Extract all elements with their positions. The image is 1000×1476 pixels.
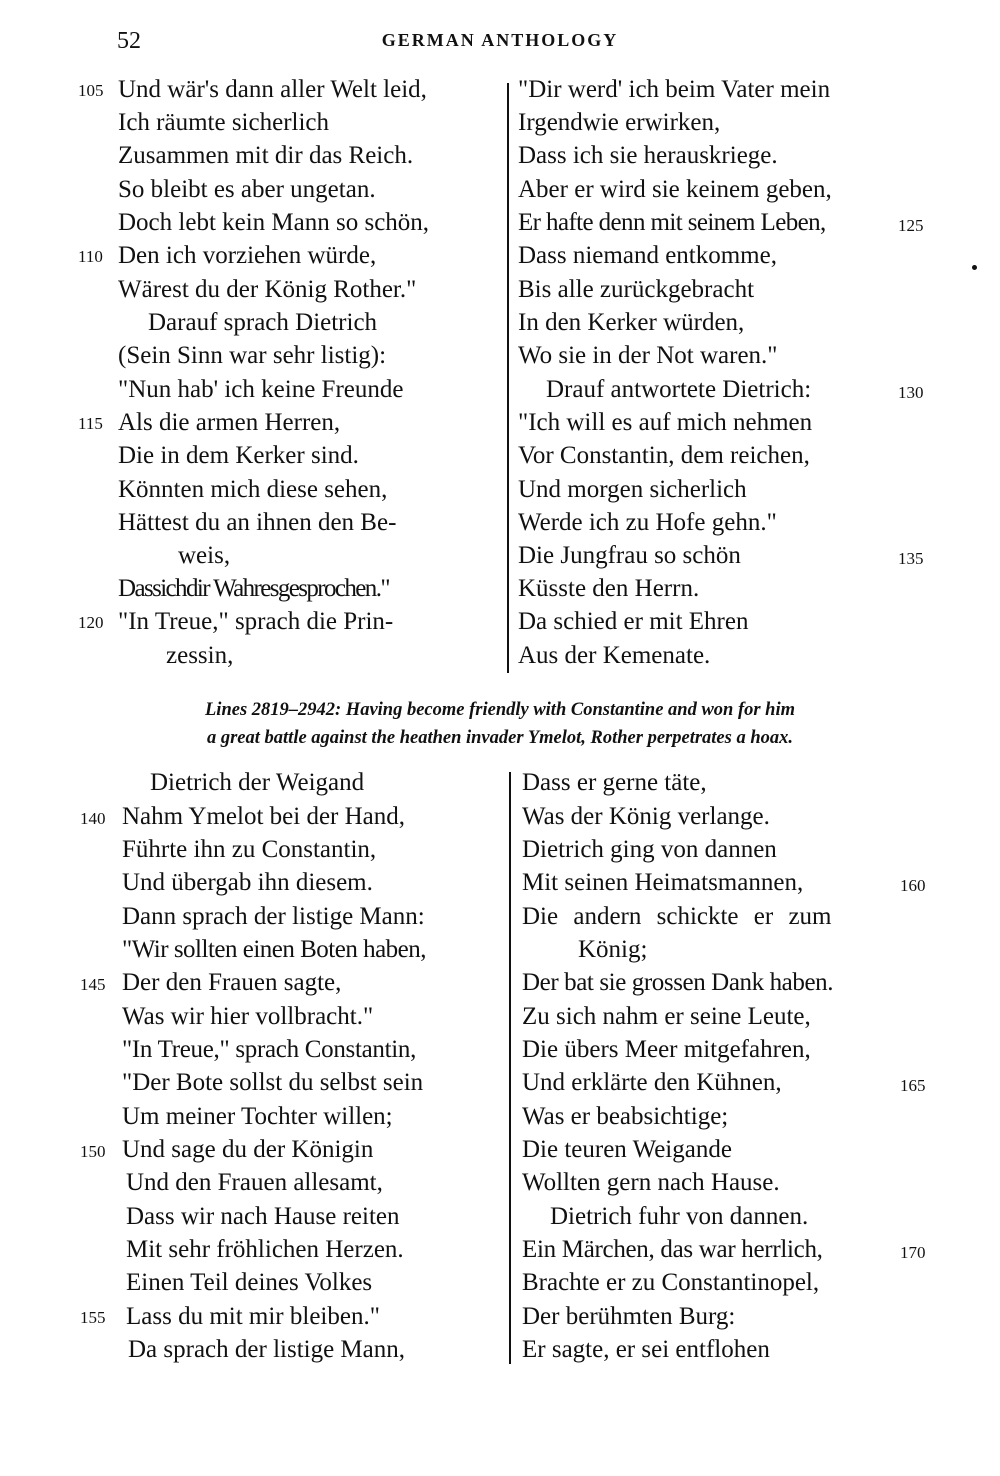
- verse-line: Der bat sie grossen Dank haben.: [522, 969, 834, 996]
- verse-line: Dass ich sie herauskriege.: [518, 142, 778, 169]
- verse-line: Nahm Ymelot bei der Hand,: [122, 803, 406, 830]
- verse-line: Bis alle zurückgebracht: [518, 276, 755, 303]
- verse-line: Die andern schickte er zum: [522, 903, 832, 930]
- verse-line: Die in dem Kerker sind.: [118, 442, 359, 469]
- verse-line: Hättest du an ihnen den Be-: [118, 509, 397, 536]
- caption-line: Lines 2819–2942: Having become friendly with Constantine and won for him: [205, 700, 795, 720]
- line-number: 110: [78, 247, 103, 266]
- section-caption: [80, 696, 920, 752]
- verse-line: Mit seinen Heimatsmannen,: [522, 869, 804, 896]
- verse-line: Wo sie in der Not waren.": [518, 342, 778, 369]
- verse-line: Aus der Kemenate.: [518, 642, 711, 669]
- line-number: 120: [78, 613, 104, 632]
- caption-line: a great battle against the heathen invader Ymelot, Rother perpetrates a hoax.: [206, 728, 794, 748]
- line-number: 135: [898, 549, 924, 568]
- verse-line: Und sage du der Königin: [122, 1136, 374, 1163]
- verse-line: Um meiner Tochter willen;: [122, 1103, 393, 1130]
- verse-line: Mit sehr fröhlichen Herzen.: [126, 1236, 404, 1263]
- verse-line: "Nun hab' ich keine Freunde: [118, 376, 404, 403]
- verse-line: Und morgen sicherlich: [518, 476, 747, 503]
- verse-line: Zusammen mit dir das Reich.: [118, 142, 414, 169]
- line-number: 150: [80, 1142, 106, 1161]
- line-number: 170: [900, 1243, 926, 1262]
- verse-line: Wollten gern nach Hause.: [522, 1169, 780, 1196]
- verse-line: Ein Märchen, das war herrlich,: [522, 1236, 823, 1263]
- verse-line: Dietrich ging von dannen: [522, 836, 777, 863]
- verse-line: König;: [578, 936, 648, 963]
- line-number: 115: [78, 414, 103, 433]
- line-number: 125: [898, 216, 924, 235]
- verse-line: Irgendwie erwirken,: [518, 109, 721, 136]
- verse-line: Dann sprach der listige Mann:: [122, 903, 425, 930]
- line-number: 140: [80, 809, 106, 828]
- verse-line: Und übergab ihn diesem.: [122, 869, 373, 896]
- verse-line: Was er beabsichtige;: [522, 1103, 729, 1130]
- verse-line: Die übers Meer mitgefahren,: [522, 1036, 811, 1063]
- verse-line: Einen Teil deines Volkes: [126, 1269, 373, 1296]
- verse-line: "In Treue," sprach Constantin,: [122, 1036, 417, 1063]
- verse-line: Könnten mich diese sehen,: [118, 476, 388, 503]
- verse-line: Dietrich fuhr von dannen.: [550, 1203, 809, 1230]
- verse-line: Werde ich zu Hofe gehn.": [518, 509, 777, 536]
- verse-line: zessin,: [166, 642, 234, 669]
- line-number: 165: [900, 1076, 926, 1095]
- verse-line: Der den Frauen sagte,: [122, 969, 342, 996]
- verse-line: Der berühmten Burg:: [522, 1303, 736, 1330]
- verse-line: So bleibt es aber ungetan.: [118, 176, 376, 203]
- verse-line: Lass du mit mir bleiben.": [126, 1303, 380, 1330]
- page-number: 52: [117, 28, 141, 54]
- verse-line: "Dir werd' ich beim Vater mein: [518, 76, 831, 103]
- verse-line: Vor Constantin, dem reichen,: [518, 442, 810, 469]
- verse-line: Dass er gerne täte,: [522, 769, 707, 796]
- verse-line: Zu sich nahm er seine Leute,: [522, 1003, 811, 1030]
- verse-line: Da schied er mit Ehren: [518, 608, 749, 635]
- verse-line: Da sprach der listige Mann,: [128, 1336, 406, 1363]
- verse-line: Wärest du der König Rother.": [118, 276, 417, 303]
- line-number: 105: [78, 81, 104, 100]
- running-head: GERMAN ANTHOLOGY: [381, 30, 619, 50]
- poem-section-1: [0, 75, 1000, 675]
- line-number: 145: [80, 975, 106, 994]
- column-divider: [509, 772, 511, 1364]
- verse-line: Und erklärte den Kühnen,: [522, 1069, 782, 1096]
- verse-line: Doch lebt kein Mann so schön,: [118, 209, 430, 236]
- column-divider: [507, 83, 509, 673]
- verse-line: Und wär's dann aller Welt leid,: [118, 76, 427, 103]
- verse-line: In den Kerker würden,: [518, 309, 745, 336]
- verse-line: Darauf sprach Dietrich: [148, 309, 378, 336]
- verse-line: Drauf antwortete Dietrich:: [546, 376, 812, 403]
- verse-line: Brachte er zu Constantinopel,: [522, 1269, 820, 1296]
- verse-line: Als die armen Herren,: [118, 409, 341, 436]
- verse-line: Dass niemand entkomme,: [518, 242, 777, 269]
- verse-line: Führte ihn zu Constantin,: [122, 836, 377, 863]
- verse-line: Er hafte denn mit seinem Leben,: [518, 209, 826, 236]
- verse-line: Dass wir nach Hause reiten: [126, 1203, 400, 1230]
- verse-line: Die teuren Weigande: [522, 1136, 732, 1163]
- verse-line: "Wir sollten einen Boten haben,: [122, 936, 427, 963]
- verse-line: Die Jungfrau so schön: [518, 542, 741, 569]
- line-number: 130: [898, 383, 924, 402]
- verse-line: Er sagte, er sei entflohen: [522, 1336, 770, 1363]
- verse-line: "Der Bote sollst du selbst sein: [122, 1069, 424, 1096]
- verse-line: Aber er wird sie keinem geben,: [518, 176, 832, 203]
- verse-line: "In Treue," sprach die Prin-: [118, 608, 394, 635]
- verse-line: "Ich will es auf mich nehmen: [518, 409, 813, 436]
- verse-line: Küsste den Herrn.: [518, 575, 700, 602]
- line-number: 160: [900, 876, 926, 895]
- verse-line: weis,: [178, 542, 231, 569]
- verse-line: Was wir hier vollbracht.": [122, 1003, 374, 1030]
- verse-line: Und den Frauen allesamt,: [126, 1169, 383, 1196]
- verse-line: Den ich vorziehen würde,: [118, 242, 377, 269]
- line-number: 155: [80, 1308, 106, 1327]
- verse-line: Was der König verlange.: [522, 803, 770, 830]
- verse-line: Ich räumte sicherlich: [118, 109, 330, 136]
- verse-line: Dassichdir Wahresgesprochen.": [118, 575, 389, 602]
- poem-section-2: [0, 768, 1000, 1368]
- verse-line: Dietrich der Weigand: [150, 769, 365, 796]
- verse-line: (Sein Sinn war sehr listig):: [118, 342, 387, 369]
